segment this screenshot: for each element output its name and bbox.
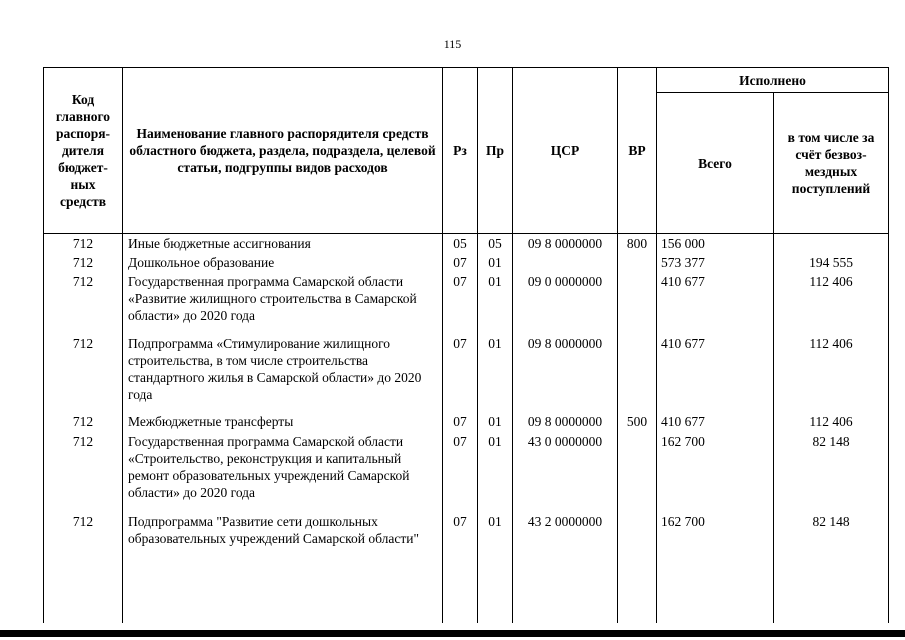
cell-total: 162 700 [657, 513, 774, 623]
cell-gratuit: 112 406 [774, 273, 889, 335]
cell-rz: 07 [443, 413, 478, 433]
cell-code: 712 [44, 234, 123, 254]
budget-table [43, 67, 889, 623]
cell-code: 712 [44, 254, 123, 273]
cell-total: 410 677 [657, 335, 774, 413]
scan-edge-bar [0, 630, 905, 637]
cell-gratuit: 194 555 [774, 254, 889, 273]
cell-rz: 05 [443, 234, 478, 254]
cell-gratuit: 112 406 [774, 335, 889, 413]
cell-code: 712 [44, 513, 123, 623]
page-number: 115 [443, 37, 462, 51]
cell-csr [513, 254, 618, 273]
cell-pr: 01 [478, 413, 513, 433]
cell-csr: 43 0 0000000 [513, 433, 618, 513]
table-row [44, 335, 889, 413]
table-row [44, 433, 889, 513]
cell-name: Государственная программа Самарской области «Строительство, реконструкция и капитальный ремонт образовательных учреждений Самарской области» до 2020 года [123, 433, 443, 513]
cell-rz: 07 [443, 273, 478, 335]
cell-pr: 01 [478, 273, 513, 335]
cell-total: 410 677 [657, 413, 774, 433]
cell-code: 712 [44, 433, 123, 513]
table-body [44, 234, 889, 623]
cell-code: 712 [44, 413, 123, 433]
header-gratuit: в том числе за счёт безвоз-мездных поступлений [774, 93, 889, 234]
cell-gratuit: 82 148 [774, 513, 889, 623]
table-row [44, 273, 889, 335]
cell-code: 712 [44, 335, 123, 413]
table-header [44, 68, 889, 234]
cell-name: Межбюджетные трансферты [123, 413, 443, 433]
cell-gratuit: 112 406 [774, 413, 889, 433]
header-executed: Исполнено [657, 68, 889, 93]
header-pr: Пр [478, 68, 513, 234]
cell-total: 410 677 [657, 273, 774, 335]
cell-code: 712 [44, 273, 123, 335]
cell-pr: 01 [478, 433, 513, 513]
cell-pr: 01 [478, 335, 513, 413]
cell-name: Дошкольное образование [123, 254, 443, 273]
header-vr: ВР [618, 68, 657, 234]
table-row [44, 513, 889, 623]
cell-csr: 09 8 0000000 [513, 234, 618, 254]
table-row [44, 254, 889, 273]
header-rz: Рз [443, 68, 478, 234]
cell-csr: 43 2 0000000 [513, 513, 618, 623]
cell-csr: 09 8 0000000 [513, 413, 618, 433]
cell-rz: 07 [443, 433, 478, 513]
cell-rz: 07 [443, 335, 478, 413]
cell-total: 156 000 [657, 234, 774, 254]
cell-vr: 800 [618, 234, 657, 254]
cell-vr [618, 513, 657, 623]
cell-name: Подпрограмма «Стимулирование жилищного строительства, в том числе строительства стандартного жилья в Самарской области» до 2020 года [123, 335, 443, 413]
cell-vr: 500 [618, 413, 657, 433]
cell-name: Иные бюджетные ассигнования [123, 234, 443, 254]
cell-vr [618, 433, 657, 513]
cell-gratuit [774, 234, 889, 254]
cell-total: 162 700 [657, 433, 774, 513]
cell-rz: 07 [443, 513, 478, 623]
cell-vr [618, 335, 657, 413]
cell-total: 573 377 [657, 254, 774, 273]
header-csr: ЦСР [513, 68, 618, 234]
header-total: Всего [657, 93, 774, 234]
header-code: Код главного распоря-дителя бюджет-ных средств [44, 68, 123, 234]
cell-name: Подпрограмма "Развитие сети дошкольных образовательных учреждений Самарской области" [123, 513, 443, 623]
cell-pr: 01 [478, 513, 513, 623]
header-name: Наименование главного распорядителя средств областного бюджета, раздела, подраздела, целевой статьи, подгруппы видов расходов [123, 68, 443, 234]
cell-vr [618, 273, 657, 335]
cell-name: Государственная программа Самарской области «Развитие жилищного строительства в Самарской области» до 2020 года [123, 273, 443, 335]
cell-gratuit: 82 148 [774, 433, 889, 513]
cell-csr: 09 0 0000000 [513, 273, 618, 335]
cell-pr: 01 [478, 254, 513, 273]
table-row [44, 413, 889, 433]
cell-pr: 05 [478, 234, 513, 254]
table-row [44, 234, 889, 254]
cell-rz: 07 [443, 254, 478, 273]
cell-csr: 09 8 0000000 [513, 335, 618, 413]
cell-vr [618, 254, 657, 273]
